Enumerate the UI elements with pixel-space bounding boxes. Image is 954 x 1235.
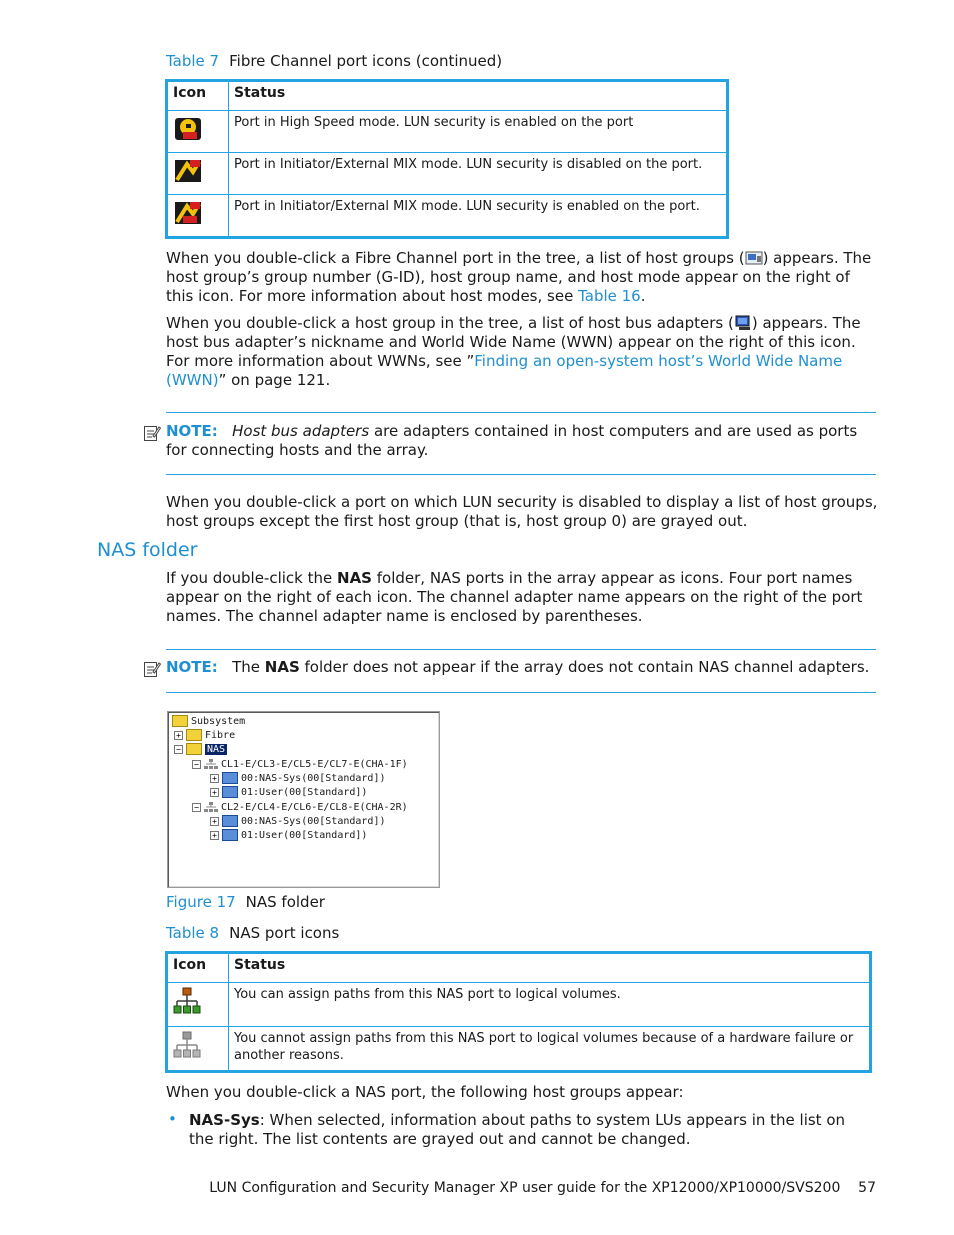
tree-node-port2-group1[interactable] <box>210 829 367 843</box>
note2-label: NOTE: <box>166 658 218 676</box>
tree-label-port2-group1: 01:User(00[Standard]) <box>241 830 368 841</box>
paragraph-nas-port-groups: When you double-click a NAS port, the following host groups appear: <box>166 1083 684 1101</box>
tree-node-subsystem[interactable] <box>172 715 245 729</box>
table8-header-status: Status <box>229 953 871 983</box>
expand-icon[interactable]: + <box>174 731 183 740</box>
table7-header-status: Status <box>229 81 728 111</box>
table7-icon-cell <box>167 195 229 238</box>
table7-icon-cell <box>167 153 229 195</box>
note1-label: NOTE: <box>166 422 218 440</box>
note-icon <box>143 660 161 678</box>
folder-icon <box>172 715 188 727</box>
tree-label-port1-group0: 00:NAS-Sys(00[Standard]) <box>241 773 386 784</box>
collapse-icon[interactable]: − <box>192 803 201 812</box>
host-group-icon <box>222 772 238 784</box>
table7-title: Fibre Channel port icons (continued) <box>229 52 503 70</box>
folder-icon <box>186 743 202 755</box>
nas-port-available-icon <box>173 986 201 1018</box>
bullet-nas-sys <box>189 1111 864 1149</box>
para2-text-a: When you double-click a host group in the tree, a list of host bus adapters ( <box>166 314 734 332</box>
tree-label-port1: CL1-E/CL3-E/CL5-E/CL7-E(CHA-1F) <box>221 759 408 770</box>
nas-port-unavailable-icon <box>173 1030 201 1062</box>
note2-bottom-rule <box>166 692 876 693</box>
table7-icon-cell <box>167 111 229 153</box>
tree-node-fibre[interactable] <box>174 729 235 743</box>
table8-title: NAS port icons <box>229 924 340 942</box>
figure17-caption <box>166 893 325 911</box>
table7-row3-status: Port in Initiator/External MIX mode. LUN security is enabled on the port. <box>229 195 728 238</box>
para4-text-a: If you double-click the <box>166 569 338 587</box>
para1-text-c: . <box>640 287 646 305</box>
table-row <box>167 983 871 1027</box>
note2-text-a: The <box>232 658 265 676</box>
tree-label-subsystem: Subsystem <box>191 716 246 727</box>
note1-text: are adapters contained in host computers and are used as ports for connecting hosts and the array. <box>166 422 858 459</box>
figure17-label: Figure 17 <box>166 893 236 911</box>
section-heading-nas-folder: NAS folder <box>97 539 198 561</box>
figure17-title: NAS folder <box>245 893 325 911</box>
note2-bold: NAS <box>264 658 300 676</box>
page-footer <box>209 1180 876 1197</box>
note-host-bus-adapters <box>166 422 878 460</box>
tree-node-port1-group0[interactable] <box>210 772 386 786</box>
tree-label-port2-group0: 00:NAS-Sys(00[Standard]) <box>241 816 386 827</box>
mix-mode-lun-disabled-icon <box>173 156 203 186</box>
tree-label-nas: NAS <box>207 744 226 755</box>
nas-port-icon <box>204 802 218 812</box>
paragraph-host-bus-adapters <box>166 314 878 390</box>
note2-top-rule <box>166 649 876 650</box>
para4-text-b: folder, NAS ports in the array appear as icons. Four port names appear on the right of each icon. The channel adapter name appears on the right of the port names. The channel adapter name is enclosed by parentheses. <box>166 569 863 625</box>
tree-label-port2: CL2-E/CL4-E/CL6-E/CL8-E(CHA-2R) <box>221 802 408 813</box>
expand-icon[interactable]: + <box>210 817 219 826</box>
paragraph-lun-security: When you double-click a port on which LUN security is disabled to display a list of host groups, host groups except the first host group (that is, host group 0) are grayed out. <box>166 493 878 530</box>
para1-text-b: ) appears. The host group’s group number (G-ID), host group name, and host mode appear on the right of this icon. For more information about host modes, see <box>166 249 872 305</box>
table8-row1-status: You can assign paths from this NAS port to logical volumes. <box>229 983 871 1027</box>
note1-top-rule <box>166 412 876 413</box>
table8-label: Table 8 <box>166 924 220 942</box>
table7-row1-status: Port in High Speed mode. LUN security is enabled on the port <box>229 111 728 153</box>
tree-node-port1[interactable] <box>192 758 408 772</box>
para1-text-a: When you double-click a Fibre Channel port in the tree, a list of host groups ( <box>166 249 745 267</box>
table-row <box>167 153 728 195</box>
paragraph-host-groups <box>166 249 878 306</box>
table8-icon-cell <box>167 1027 229 1072</box>
folder-icon <box>186 729 202 741</box>
page-number: 57 <box>858 1180 876 1196</box>
table-row <box>167 1027 871 1072</box>
host-group-icon <box>222 786 238 798</box>
tree-label-fibre: Fibre <box>205 730 236 741</box>
collapse-icon[interactable]: − <box>192 760 201 769</box>
note1-bottom-rule <box>166 474 876 475</box>
para2-text-c: ” on page 121. <box>218 371 331 389</box>
tree-label-port1-group1: 01:User(00[Standard]) <box>241 787 368 798</box>
table16-link[interactable]: Table 16 <box>578 287 641 305</box>
table7-row2-status: Port in Initiator/External MIX mode. LUN security is disabled on the port. <box>229 153 728 195</box>
expand-icon[interactable]: + <box>210 788 219 797</box>
table7-header-icon: Icon <box>167 81 229 111</box>
tree-node-port2[interactable] <box>192 801 408 815</box>
tree-node-nas[interactable] <box>174 743 227 757</box>
expand-icon[interactable]: + <box>210 831 219 840</box>
host-group-icon <box>222 815 238 827</box>
table7 <box>165 79 729 239</box>
host-group-icon <box>222 829 238 841</box>
collapse-icon[interactable]: − <box>174 745 183 754</box>
table-row <box>167 195 728 238</box>
note-nas-folder <box>166 658 878 677</box>
table8-icon-cell <box>167 983 229 1027</box>
host-bus-adapter-icon <box>734 315 752 331</box>
table7-label: Table 7 <box>166 52 220 70</box>
paragraph-nas-folder <box>166 569 878 626</box>
nas-folder-tree <box>167 711 440 888</box>
host-group-icon <box>745 250 763 266</box>
nas-port-icon <box>204 759 218 769</box>
note2-text-b: folder does not appear if the array does not contain NAS channel adapters. <box>299 658 870 676</box>
high-speed-port-icon <box>173 114 203 144</box>
expand-icon[interactable]: + <box>210 774 219 783</box>
mix-mode-lun-enabled-icon <box>173 198 203 228</box>
para2-text-b: ) appears. The host bus adapter’s nickname and World Wide Name (WWN) appear on the right of this icon. For more information about WWNs, see ” <box>166 314 861 370</box>
note-icon <box>143 424 161 442</box>
table8-caption <box>166 924 339 942</box>
footer-title: LUN Configuration and Security Manager XP user guide for the XP12000/XP10000/SVS200 <box>209 1180 841 1196</box>
tree-node-port2-group0[interactable] <box>210 815 386 829</box>
wwn-section-link[interactable]: Finding an open-system host’s World Wide Name (WWN) <box>166 352 843 389</box>
bullet-icon: • <box>168 1110 177 1128</box>
table8-header-icon: Icon <box>167 953 229 983</box>
table8-row2-status: You cannot assign paths from this NAS port to logical volumes because of a hardware failure or another reasons. <box>229 1027 871 1072</box>
table8 <box>165 951 872 1073</box>
tree-node-port1-group1[interactable] <box>210 786 367 800</box>
table-row <box>167 111 728 153</box>
para4-bold: NAS <box>337 569 372 587</box>
table7-caption <box>166 52 502 70</box>
bullet1-bold: NAS-Sys <box>189 1111 260 1129</box>
bullet1-text: : When selected, information about paths to system LUs appears in the list on the right. The list contents are grayed out and cannot be changed. <box>189 1111 846 1148</box>
note1-emphasis: Host bus adapters <box>232 422 370 440</box>
